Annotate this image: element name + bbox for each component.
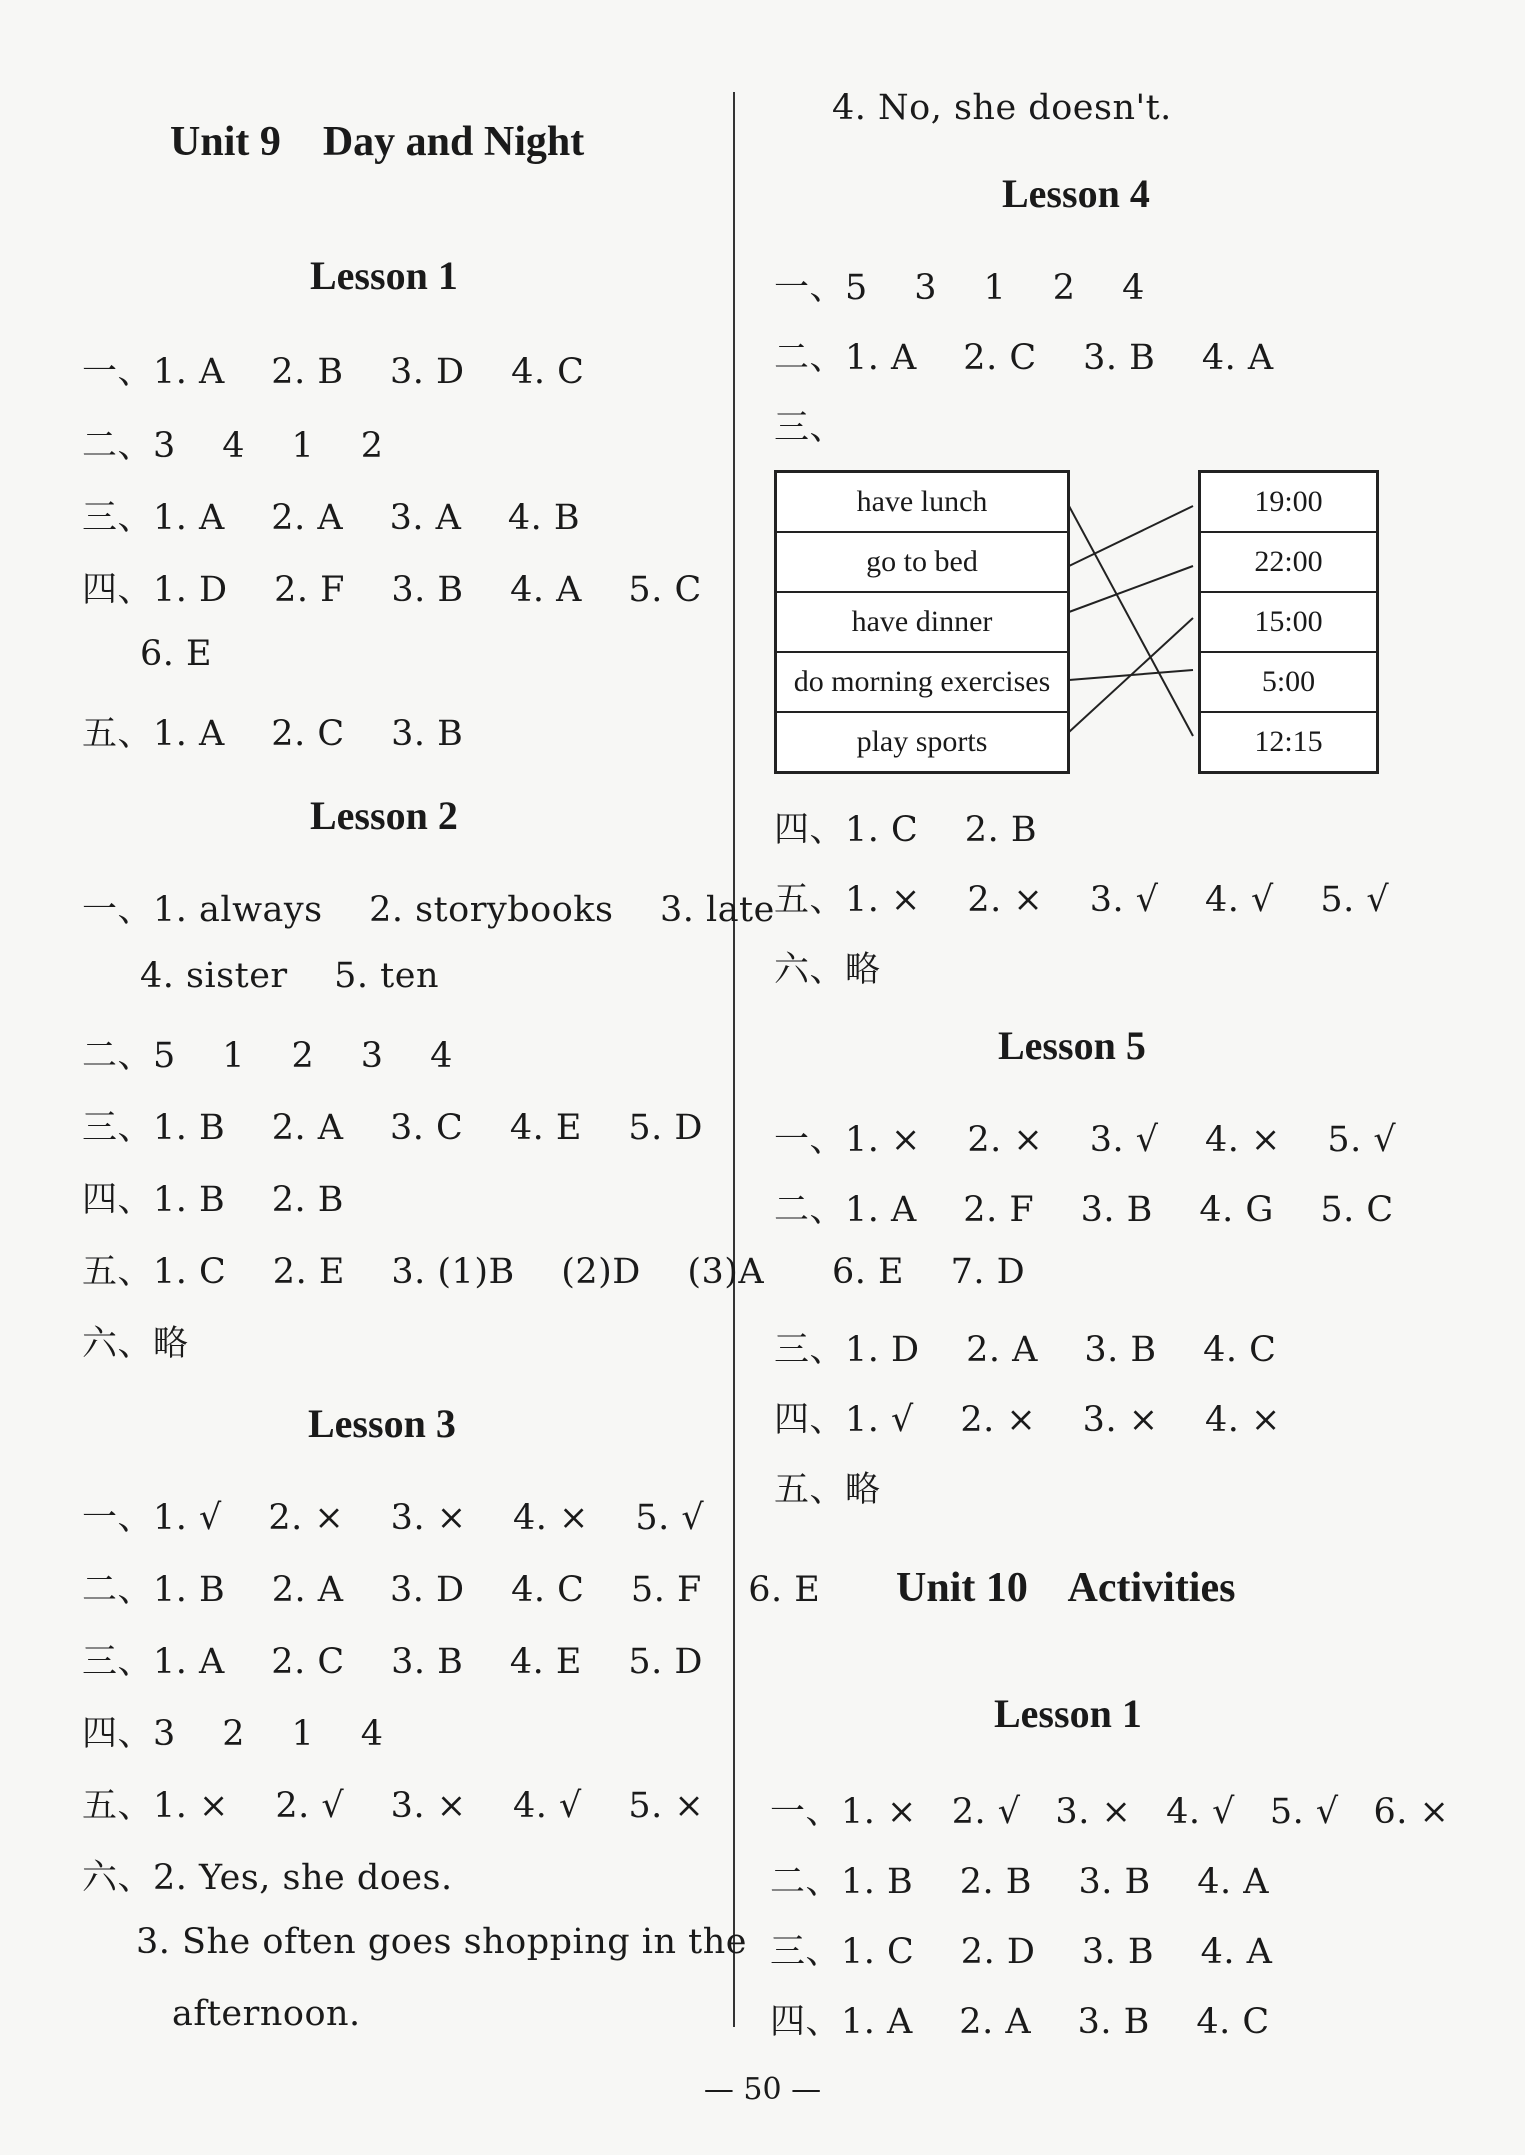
u9-l4-line: 一、5 3 1 2 4: [774, 268, 1145, 308]
u9-l3-line: 3. She often goes shopping in the: [136, 1922, 747, 1962]
unit-9-title: Unit 9 Day and Night: [170, 119, 585, 165]
time-cell: 15:00: [1201, 593, 1376, 653]
u9-l1-line: 二、3 4 1 2: [82, 426, 384, 466]
time-table: [1198, 470, 1379, 774]
activity-cell: have lunch: [777, 473, 1067, 533]
match-line: [1069, 506, 1193, 566]
u10-l1-line: 一、1. × 2. √ 3. × 4. √ 5. √ 6. ×: [770, 1792, 1450, 1832]
u9-l1-line: 四、1. D 2. F 3. B 4. A 5. C: [82, 570, 702, 610]
match-line: [1069, 566, 1193, 612]
u9-l5-line: 四、1. √ 2. × 3. × 4. ×: [774, 1400, 1281, 1440]
u9-l1-line: 6. E: [140, 634, 213, 674]
activity-cell: play sports: [856, 725, 988, 758]
matching-lines: [1067, 470, 1198, 766]
u9-l2-line: 六、略: [82, 1324, 189, 1364]
unit-10-title: Unit 10 Activities: [896, 1565, 1236, 1611]
column-divider: [733, 92, 735, 2027]
u9-l4-line: 四、1. C 2. B: [774, 810, 1038, 850]
time-cell: 19:00: [1201, 473, 1376, 533]
u10-l1-line: 四、1. A 2. A 3. B 4. C: [770, 2002, 1270, 2042]
u9-l2-line: 四、1. B 2. B: [82, 1180, 344, 1220]
time-cell: 22:00: [1201, 533, 1376, 593]
u9-l4-line: 三、: [774, 408, 846, 448]
u9-l5-line: 一、1. × 2. × 3. √ 4. × 5. √: [774, 1120, 1397, 1160]
u9-l4-line: 六、略: [774, 950, 881, 990]
u9-l3-line: 一、1. √ 2. × 3. × 4. × 5. √: [82, 1498, 705, 1538]
carryover-answer: 4. No, she doesn't.: [832, 88, 1172, 128]
match-line: [1069, 506, 1193, 736]
time-cell: 12:15: [1254, 725, 1323, 758]
u9-l2-line: 二、5 1 2 3 4: [82, 1036, 453, 1076]
u9-lesson3-title: Lesson 3: [308, 1401, 456, 1446]
u9-l2-line: 4. sister 5. ten: [140, 956, 439, 996]
u10-lesson1-title: Lesson 1: [994, 1691, 1142, 1736]
u9-lesson1-title: Lesson 1: [310, 253, 458, 298]
u9-l5-line: 6. E 7. D: [832, 1252, 1026, 1292]
u9-l3-line: 二、1. B 2. A 3. D 4. C 5. F 6. E: [82, 1570, 821, 1610]
activity-cell: go to bed: [777, 533, 1067, 593]
u9-lesson2-title: Lesson 2: [310, 793, 458, 838]
match-line: [1069, 618, 1193, 732]
u9-l2-line: 五、1. C 2. E 3. (1)B (2)D (3)A: [82, 1252, 765, 1292]
u9-l1-line: 一、1. A 2. B 3. D 4. C: [82, 352, 585, 392]
u9-l1-line: 五、1. A 2. C 3. B: [82, 714, 464, 754]
u9-l5-line: 五、略: [774, 1470, 881, 1510]
u9-l3-line: 五、1. × 2. √ 3. × 4. √ 5. ×: [82, 1786, 705, 1826]
u10-l1-line: 三、1. C 2. D 3. B 4. A: [770, 1932, 1273, 1972]
u9-l4-line: 五、1. × 2. × 3. √ 4. √ 5. √: [774, 880, 1390, 920]
u9-l4-line: 二、1. A 2. C 3. B 4. A: [774, 338, 1274, 378]
u9-l3-line: 四、3 2 1 4: [82, 1714, 384, 1754]
time-cell: 5:00: [1201, 653, 1376, 713]
u9-l2-line: 三、1. B 2. A 3. C 4. E 5. D: [82, 1108, 703, 1148]
u9-lesson4-title: Lesson 4: [1002, 171, 1150, 216]
u10-l1-line: 二、1. B 2. B 3. B 4. A: [770, 1862, 1270, 1902]
u9-l1-line: 三、1. A 2. A 3. A 4. B: [82, 498, 581, 538]
activity-table: [774, 470, 1070, 774]
page-number: — 50 —: [703, 2072, 822, 2107]
u9-l2-line: 一、1. always 2. storybooks 3. late: [82, 890, 775, 930]
u9-l5-line: 三、1. D 2. A 3. B 4. C: [774, 1330, 1277, 1370]
u9-l3-line: 六、2. Yes, she does.: [82, 1858, 453, 1898]
u9-l3-line: afternoon.: [172, 1994, 361, 2034]
u9-l5-line: 二、1. A 2. F 3. B 4. G 5. C: [774, 1190, 1394, 1230]
u9-l3-line: 三、1. A 2. C 3. B 4. E 5. D: [82, 1642, 703, 1682]
activity-cell: have dinner: [777, 593, 1067, 653]
activity-cell: do morning exercises: [777, 653, 1067, 713]
u9-lesson5-title: Lesson 5: [998, 1023, 1146, 1068]
